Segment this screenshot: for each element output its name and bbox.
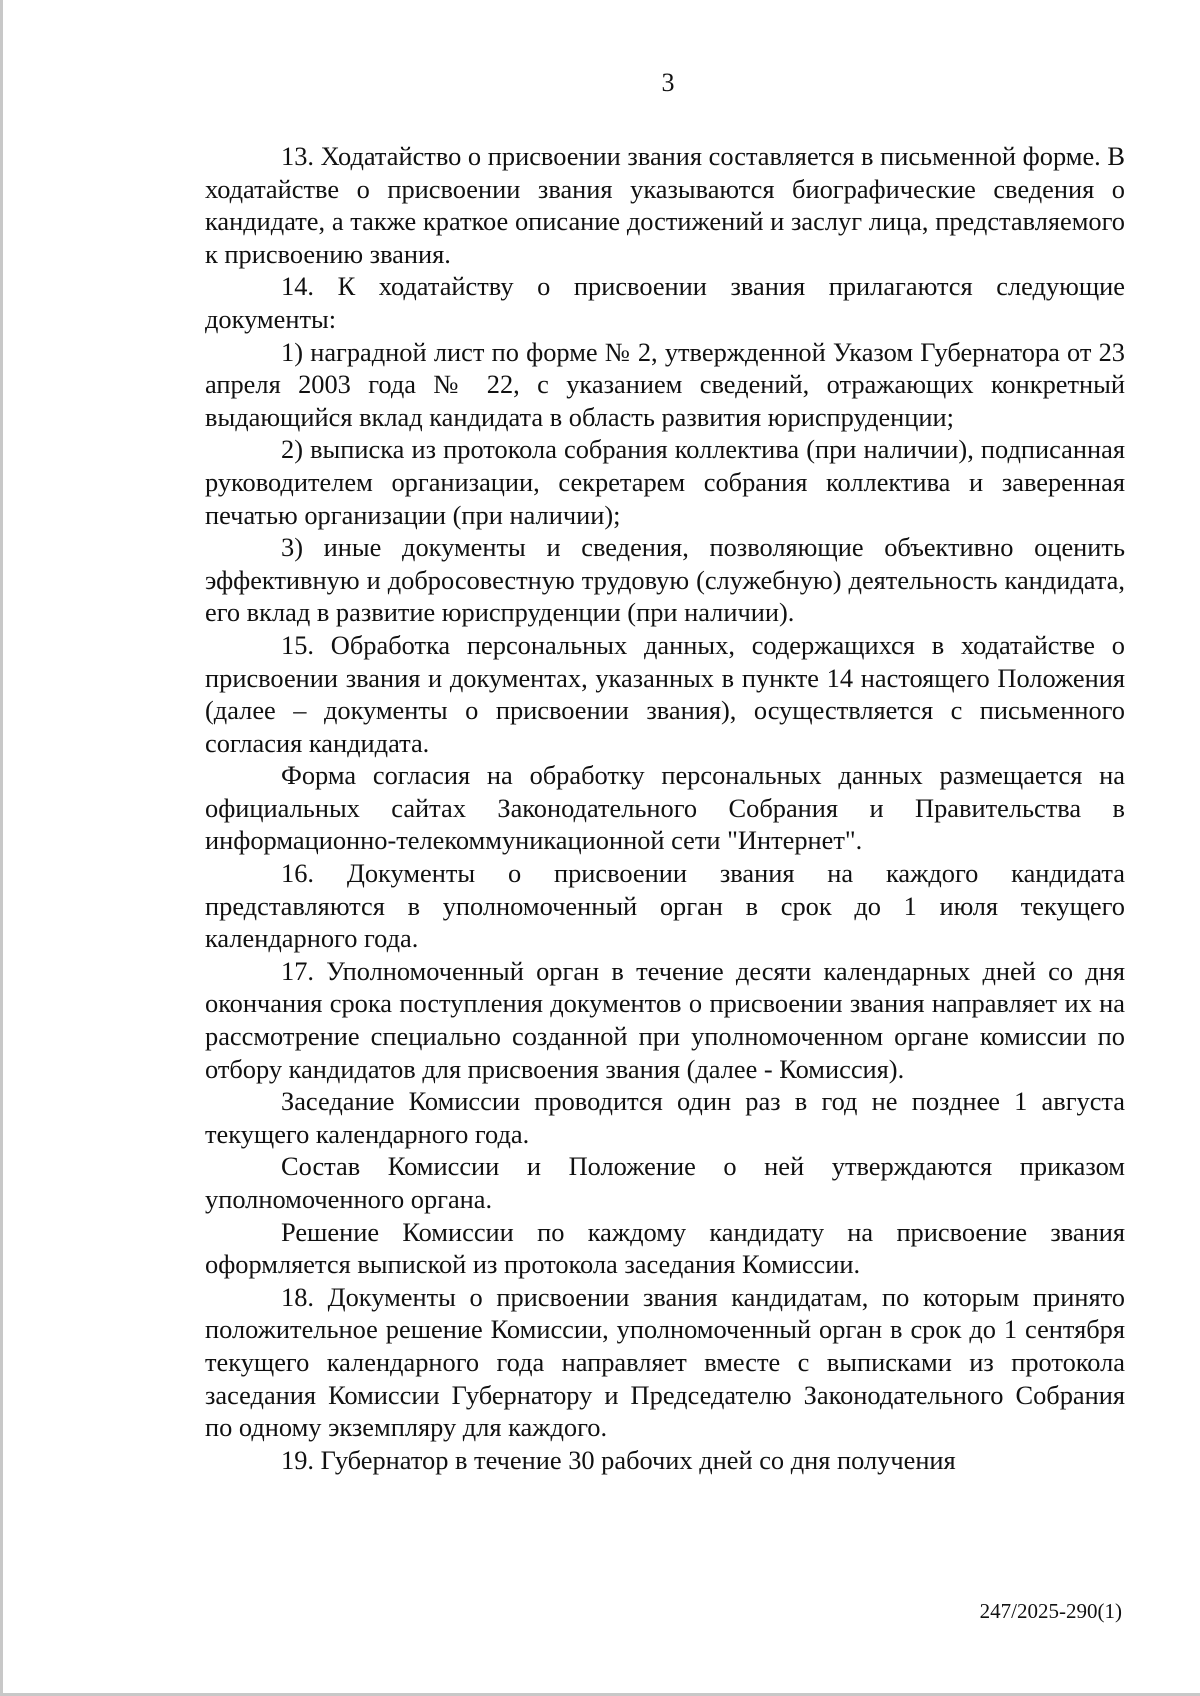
document-code: 247/2025-290(1): [979, 1599, 1122, 1623]
paragraph-17-meeting: Заседание Комиссии проводится один раз в год не позднее 1 августа текущего календарного года.: [205, 1086, 1125, 1149]
paragraph-15-consent-form: Форма согласия на обработку персональных данных размещается на официальных сайтах Законодательного Собрания и Правительства в информационно-телекоммуникационной сети "Интернет".: [205, 760, 1125, 856]
paragraph-16: 16. Документы о присвоении звания на каждого кандидата представляются в уполномоченный орган в срок до 1 июля текущего календарного года.: [205, 858, 1125, 954]
paragraph-19: 19. Губернатор в течение 30 рабочих дней со дня получения: [281, 1444, 956, 1475]
paragraph-17-composition: Состав Комиссии и Положение о ней утверждаются приказом уполномоченного органа.: [205, 1151, 1125, 1214]
paragraph-15: 15. Обработка персональных данных, содержащихся в ходатайстве о присвоении звания и документах, указанных в пункте 14 настоящего Положения (далее – документы о присвоении звания), осуществляется с письменного согласия кандидата.: [205, 629, 1125, 758]
document-body: [205, 140, 1125, 1476]
paragraph-18: 18. Документы о присвоении звания кандидатам, по которым принято положительное решение Комиссии, уполномоченный орган в срок до 1 сентября текущего календарного года направляет вместе с выписками из протокола заседания Комиссии Губернатору и Председателю Законодательного Собрания по одному экземпляру для каждого.: [205, 1281, 1125, 1443]
paragraph-13: 13. Ходатайство о присвоении звания составляется в письменной форме. В ходатайстве о присвоении звания указываются биографические сведения о кандидате, а также краткое описание достижений и заслуг лица, представляемого к присвоению звания.: [205, 141, 1125, 269]
paragraph-14-item-1: 1) наградной лист по форме № 2, утвержденной Указом Губернатора от 23 апреля 2003 года № 22, с указанием сведений, отражающих конкретный выдающийся вклад кандидата в область развития юриспруденции;: [205, 336, 1125, 432]
paragraph-14-item-3: 3) иные документы и сведения, позволяющие объективно оценить эффективную и добросовестную трудовую (служебную) деятельность кандидата, его вклад в развитие юриспруденции (при наличии).: [205, 532, 1125, 628]
page-number: 3: [661, 68, 675, 97]
paragraph-17-decision: Решение Комиссии по каждому кандидату на присвоение звания оформляется выпиской из протокола заседания Комиссии.: [205, 1216, 1125, 1280]
paragraph-17: 17. Уполномоченный орган в течение десяти календарных дней со дня окончания срока поступления документов о присвоении звания направляет их на рассмотрение специально созданной при уполномоченном органе комиссии по отбору кандидатов для присвоения звания (далее - Комиссия).: [205, 955, 1125, 1084]
paragraph-14-item-2: 2) выписка из протокола собрания коллектива (при наличии), подписанная руководителем организации, секретарем собрания коллектива и заверенная печатью организации (при наличии);: [205, 434, 1125, 530]
paragraph-14: 14. К ходатайству о присвоении звания прилагаются следующие документы:: [205, 271, 1125, 334]
